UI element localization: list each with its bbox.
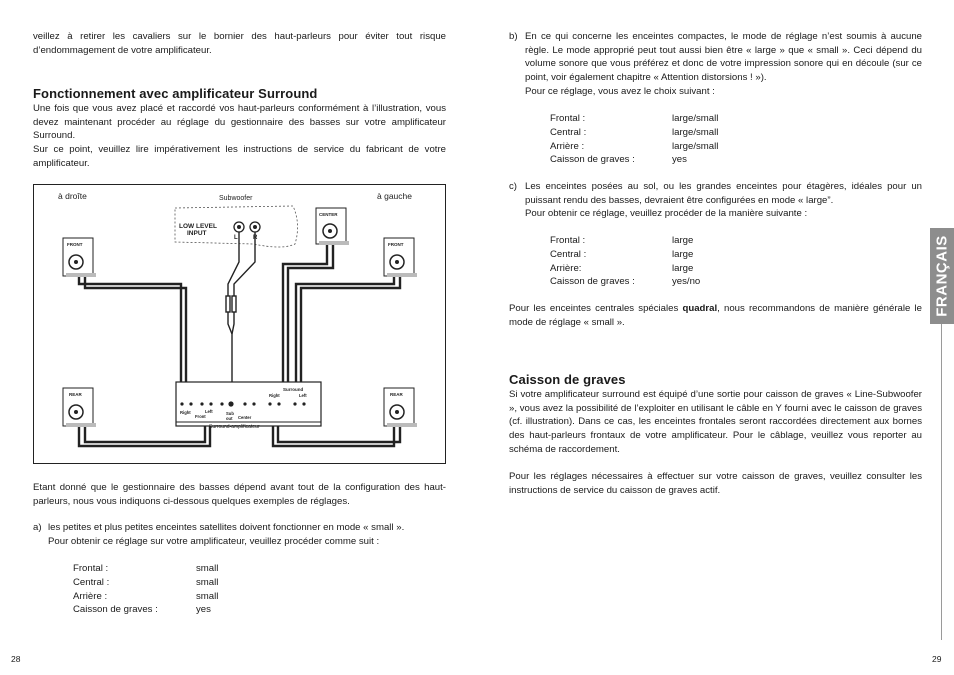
surround-paragraph-2: Sur ce point, veuillez lire impérativement les instructions de service du fabricant de votre amplificateur. xyxy=(33,144,446,169)
term-right-top: Right xyxy=(269,393,280,398)
quadral-brand: quadral xyxy=(682,303,718,314)
settings-value: yes xyxy=(672,154,687,166)
surround-label: Surround xyxy=(283,387,304,392)
item-c-after: Pour obtenir ce réglage, veuillez procéder de la manière suivante : xyxy=(525,208,808,220)
settings-value: large xyxy=(672,235,694,246)
settings-row xyxy=(550,140,770,154)
intro-paragraph: veillez à retirer les cavaliers sur le bornier des haut-parleurs pour éviter tout risque d’endommagement de votre amplificateur. xyxy=(33,31,446,56)
tab-rule xyxy=(941,324,942,640)
rear-label-right: REAR xyxy=(69,392,82,397)
label-left-side: à gauche xyxy=(377,191,412,201)
settings-key: Frontal : xyxy=(550,113,586,124)
settings-row xyxy=(550,262,770,276)
settings-key: Caisson de graves : xyxy=(550,276,635,288)
settings-value: large/small xyxy=(672,140,719,152)
subwoofer-heading: Caisson de graves xyxy=(509,372,626,387)
settings-value: small xyxy=(196,590,219,602)
list-label-a: a) xyxy=(33,522,42,533)
settings-key: Caisson de graves : xyxy=(73,604,158,616)
settings-row xyxy=(550,248,770,262)
front-label-right: FRONT xyxy=(67,242,83,247)
item-a-line-1: les petites et plus petites enceintes satellites doivent fonctionner en mode « small ». xyxy=(48,522,405,533)
item-b-text: En ce qui concerne les enceintes compactes, le mode de réglage n’est soumis à aucune règle. Le mode approprié peut tout aussi bien être « large » que « small ». Ceci dépend du volume sonore que vous préférez et donc de votre impression sonore qui en découle (sur ce point, voir également chapitre « Attention distorsions ! »). xyxy=(525,31,922,84)
wiring-diagram xyxy=(33,184,446,464)
list-item-a xyxy=(33,521,446,548)
amplifier-label: Surround-amplificateur xyxy=(209,424,260,430)
settings-row xyxy=(73,590,273,604)
settings-table-c xyxy=(550,234,770,289)
settings-value: large/small xyxy=(672,113,719,124)
list-label-c: c) xyxy=(509,181,517,192)
jack-l-label: L xyxy=(234,235,238,241)
settings-row xyxy=(550,126,770,140)
settings-row xyxy=(73,562,273,576)
surround-heading: Fonctionnement avec amplificateur Surround xyxy=(33,86,318,101)
settings-key: Frontal : xyxy=(550,235,586,246)
term-left-top: Left xyxy=(299,393,307,398)
label-right-side: à droîte xyxy=(58,191,87,201)
settings-row xyxy=(550,275,770,289)
center-label: CENTER xyxy=(319,212,338,217)
quadral-paragraph xyxy=(509,302,922,329)
settings-key: Arrière: xyxy=(550,262,582,274)
term-front: Front xyxy=(195,414,206,419)
settings-key: Central : xyxy=(73,576,110,588)
page-number-left: 28 xyxy=(11,654,21,664)
settings-value: large xyxy=(672,262,694,274)
quadral-text-after: , nous recommandons de manière générale le mode de réglage « small ». xyxy=(509,303,922,328)
settings-key: Arrière : xyxy=(73,590,108,602)
settings-row xyxy=(550,153,770,167)
jack-r-label: R xyxy=(253,235,258,241)
settings-key: Arrière : xyxy=(550,140,585,152)
right-page xyxy=(477,0,954,675)
term-center: Center xyxy=(238,415,252,420)
settings-value: large xyxy=(672,248,694,260)
config-paragraph: Etant donné que le gestionnaire des basses dépend avant tout de la configuration des haut-parleurs, nous vous indiquons ci-dessous quelques exemples de réglages. xyxy=(33,482,446,507)
low-level-label-1: LOW LEVEL xyxy=(179,223,217,230)
subwoofer-paragraph-2: Pour les réglages nécessaires à effectuer sur votre caisson de graves, veuillez consulter les instructions de service du caisson de graves actif. xyxy=(509,471,922,496)
settings-table-b xyxy=(550,112,770,167)
subwoofer-paragraph-1: Si votre amplificateur surround est équipé d’une sortie pour caisson de graves « Line-Subwoofer », vous avez la possibilité de l’exploiter en utilisant le câble en Y fourni avec le caisson de graves (cf. illustration). Dans ce cas, les enceintes frontales seront raccordées directement aux bornes des haut-parleurs frontaux de votre amplificateur. Pour le câblage, veuillez vous reporter au schéma de raccordement. xyxy=(509,389,922,455)
subwoofer-label: Subwoofer xyxy=(219,195,253,202)
term-out: out xyxy=(226,416,233,421)
settings-key: Frontal : xyxy=(73,563,109,574)
settings-row xyxy=(550,112,770,126)
front-label-left: FRONT xyxy=(388,242,404,247)
term-sub: Sub xyxy=(226,411,234,416)
list-label-b: b) xyxy=(509,31,518,42)
low-level-label-2: INPUT xyxy=(187,230,207,237)
item-b-after: Pour ce réglage, vous avez le choix suivant : xyxy=(525,85,715,97)
rear-label-left: REAR xyxy=(390,392,403,397)
quadral-text-before: Pour les enceintes centrales spéciales xyxy=(509,303,683,314)
surround-paragraph-1: Une fois que vous avez placé et raccordé vos haut-parleurs conformément à l’illustration, vous devez maintenant procéder au réglage du gestionnaire des basses sur votre amplificateur Surround. xyxy=(33,103,446,142)
settings-value: large/small xyxy=(672,126,719,138)
settings-table-a xyxy=(73,562,273,617)
item-a-line-2: Pour obtenir ce réglage sur votre amplificateur, veuillez procéder comme suit : xyxy=(48,535,380,547)
settings-key: Central : xyxy=(550,248,587,260)
settings-value: small xyxy=(196,576,219,588)
settings-row xyxy=(73,576,273,590)
settings-value: yes/no xyxy=(672,276,701,288)
settings-value: yes xyxy=(196,604,211,616)
settings-key: Caisson de graves : xyxy=(550,154,635,166)
item-c-text: Les enceintes posées au sol, ou les grandes enceintes pour étagères, idéales pour un puissant rendu des basses, devraient être configurées en mode « large”. xyxy=(525,181,922,206)
settings-key: Central : xyxy=(550,126,587,138)
list-item-c xyxy=(509,180,922,221)
settings-row xyxy=(550,234,770,248)
language-tab-label: FRANÇAIS xyxy=(933,235,951,317)
settings-row xyxy=(73,603,273,617)
settings-value: small xyxy=(196,563,219,574)
term-left: Left xyxy=(205,409,213,414)
list-item-b xyxy=(509,30,922,99)
term-right: Right xyxy=(180,410,191,415)
page-number-right: 29 xyxy=(932,654,942,664)
